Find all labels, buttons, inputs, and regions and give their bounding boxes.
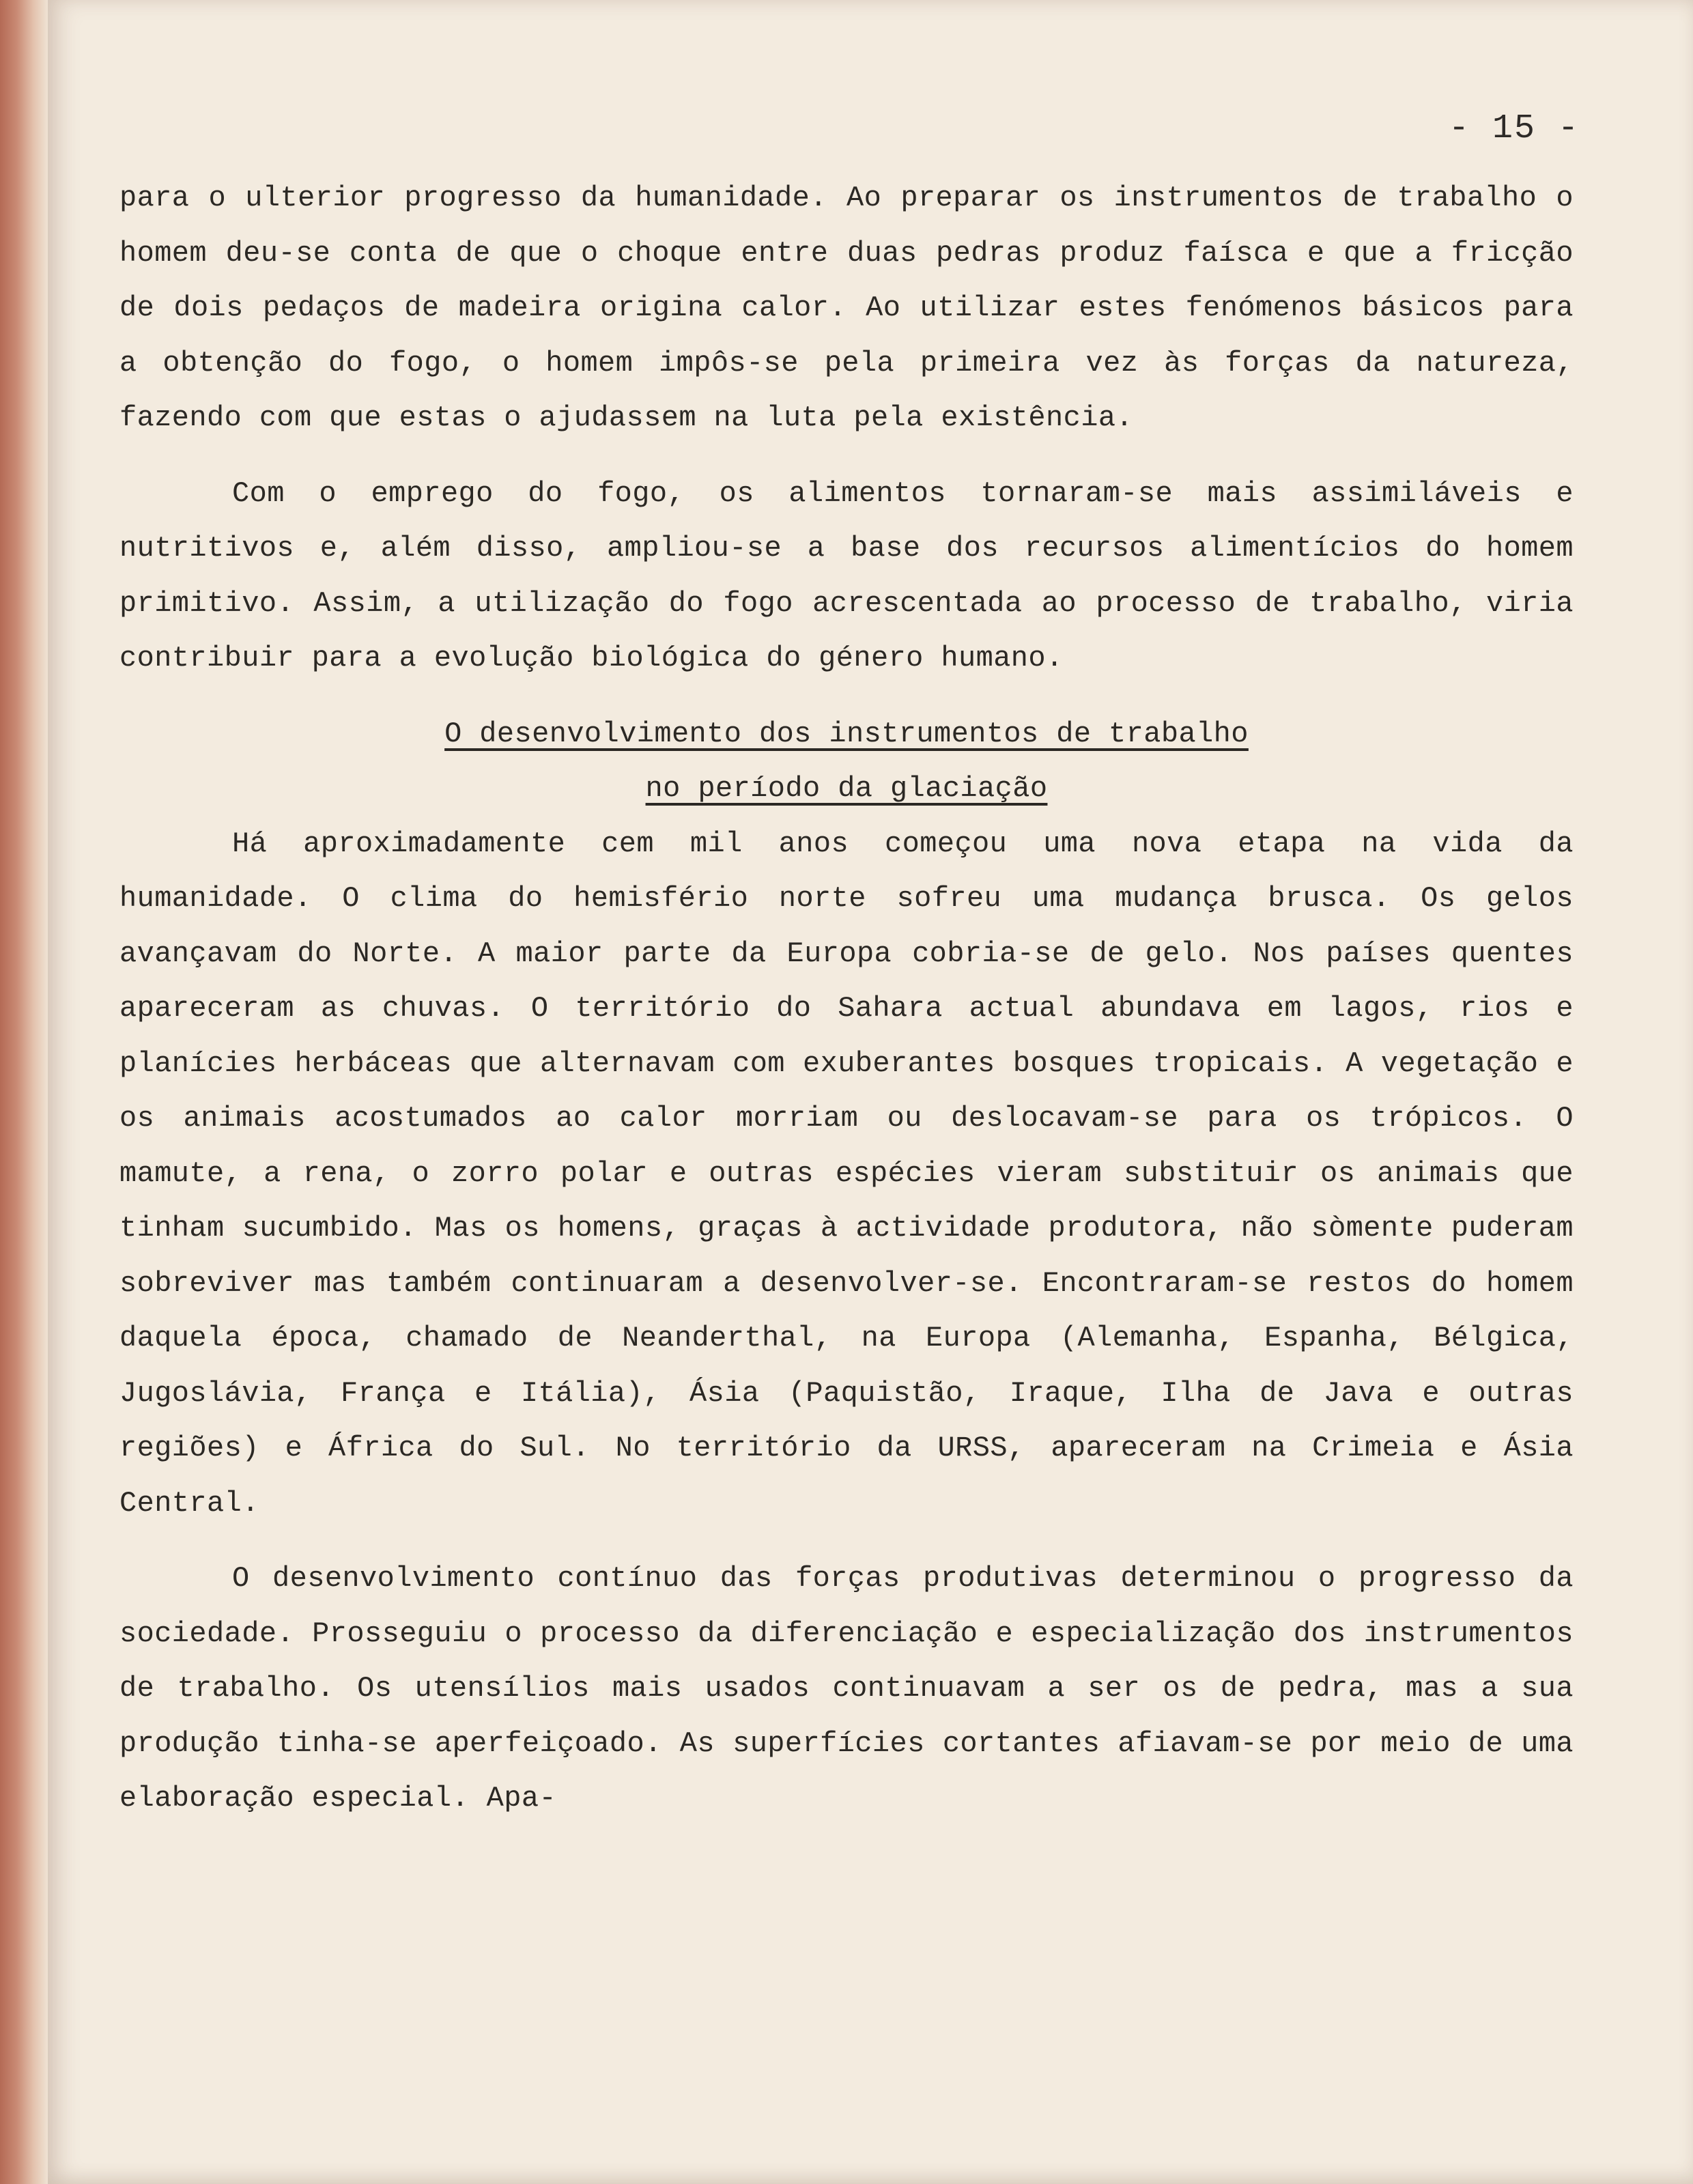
paragraph-2: Com o emprego do fogo, os alimentos tornaram-se mais assimiláveis e nutritivos e, além disso, ampliou-se a base dos recursos alimentícios do homem primitivo. Assim, a utilização do fogo acrescentada ao processo de trabalho, viria contribuir para a evolução biológica do género humano. [119,477,1574,675]
book-binding-edge [0,0,48,2184]
paragraph-1: para o ulterior progresso da humanidade. Ao preparar os instrumentos de trabalho o homem deu-se conta de que o choque entre duas pedras produz faísca e que a fricção de dois pedaços de madeira origina calor. Ao utilizar estes fenómenos básicos para a obtenção do fogo, o homem impôs-se pela primeira vez às forças da natureza, fazendo com que estas o ajudassem na luta pela existência. [119,182,1574,434]
body-text [119,171,1574,1826]
section-heading-line-2: no período da glaciação [645,772,1048,805]
paragraph-spacer [119,686,1574,707]
paragraph-spacer [119,446,1574,466]
page-number: - 15 - [1448,109,1580,148]
paragraph-3: Há aproximadamente cem mil anos começou uma nova etapa na vida da humanidade. O clima do hemisfério norte sofreu uma mudança brusca. Os gelos avançavam do Norte. A maior parte da Europa cobria-se de gelo. Nos países quentes apareceram as chuvas. O território do Sahara actual abundava em lagos, rios e planícies herbáceas que alternavam com exuberantes bosques tropicais. A vegetação e os animais acostumados ao calor morriam ou deslocavam-se para os trópicos. O mamute, a rena, o zorro polar e outras espécies vieram substituir os animais que tinham sucumbido. Mas os homens, graças à actividade produtora, não sòmente puderam sobreviver mas também continuaram a desenvolver-se. Encontraram-se restos do homem daquela época, chamado de Neanderthal, na Europa (Alemanha, Espanha, Bélgica, Jugoslávia, França e Itália), Ásia (Paquistão, Iraque, Ilha de Java e outras regiões) e África do Sul. No território da URSS, apareceram na Crimeia e Ásia Central. [119,827,1574,1520]
paragraph-4: O desenvolvimento contínuo das forças produtivas determinou o progresso da sociedade. Prosseguiu o processo da diferenciação e especialização dos instrumentos de trabalho. Os utensílios mais usados continuavam a ser os de pedra, mas a sua produção tinha-se aperfeiçoado. As superfícies cortantes afiavam-se por meio de uma elaboração especial. Apa- [119,1562,1574,1815]
section-heading-line-1: O desenvolvimento dos instrumentos de trabalho [444,717,1249,750]
paragraph-spacer [119,1531,1574,1551]
